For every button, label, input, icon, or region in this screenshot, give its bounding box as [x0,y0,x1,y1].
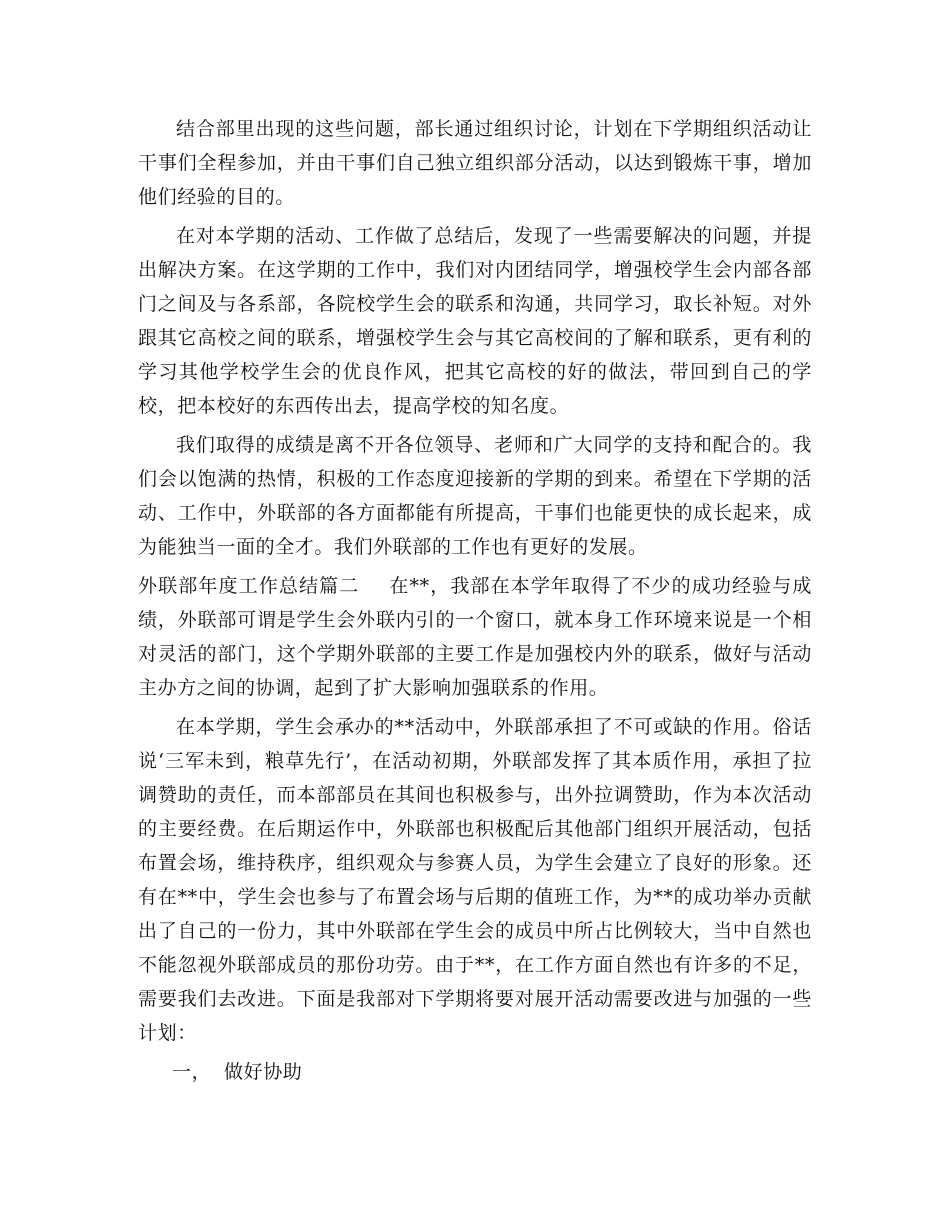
list-item-1-number: 一， [172,1061,212,1083]
paragraph-3: 我们取得的成绩是离不开各位领导、老师和广大同学的支持和配合的。我们会以饱满的热情，积极的工作态度迎接新的学期的到来。希望在下学期的活动、工作中，外联部的各方面都能有所提高，干事们也能更快的成长起来，成为能独当一面的全才。我们外联部的工作也有更好的发展。 [138,434,812,558]
section-2-heading: 外联部年度工作总结篇二 [138,575,360,597]
list-item-1-text: 做好协助 [224,1061,303,1083]
section-2-paragraph: 在本学期，学生会承办的**活动中，外联部承担了不可或缺的作用。俗话说‘三军未到，粮草先行’，在活动初期，外联部发挥了其本质作用，承担了拉调赞助的责任，而本部部员在其间也积极参与，出外拉调赞助，作为本次活动的主要经费。在后期运作中，外联部也积极配后其他部门组织开展活动，包括布置会场，维持秩序，组织观众与参赛人员，为学生会建立了良好的形象。还有在**中，学生会也参与了布置会场与后期的值班工作，为**的成功举办贡献出了自己的一份力，其中外联部在学生会的成员中所占比例较大，当中自然也不能忽视外联部成员的那份功劳。由于**，在工作方面自然也有许多的不足，需要我们去改进。下面是我部对下学期将要对展开活动需要改进与加强的一些计划： [138,716,812,1044]
section-2-intro-paragraph [138,569,812,705]
section-2-intro-text: 在**，我部在本学年取得了不少的成功经验与成绩，外联部可谓是学生会外联内引的一个窗口，就本身工作环境来说是一个相对灵活的部门，这个学期外联部的主要工作是加强校内外的联系，做好与活动主办方之间的协调，起到了扩大影响加强联系的作用。 [138,575,813,699]
list-item-1 [138,1055,812,1089]
document-body [138,112,812,1089]
paragraph-1: 结合部里出现的这些问题，部长通过组织讨论，计划在下学期组织活动让干事们全程参加，并由干事们自己独立组织部分活动，以达到锻炼干事，增加他们经验的目的。 [138,118,812,208]
paragraph-2: 在对本学期的活动、工作做了总结后，发现了一些需要解决的问题，并提出解决方案。在这学期的工作中，我们对内团结同学，增强校学生会内部各部门之间及与各系部，各院校学生会的联系和沟通，共同学习，取长补短。对外跟其它高校之间的联系，增强校学生会与其它高校间的了解和联系，更有利的学习其他学校学生会的优良作风，把其它高校的好的做法，带回到自己的学校，把本校好的东西传出去，提高学校的知名度。 [138,225,812,417]
